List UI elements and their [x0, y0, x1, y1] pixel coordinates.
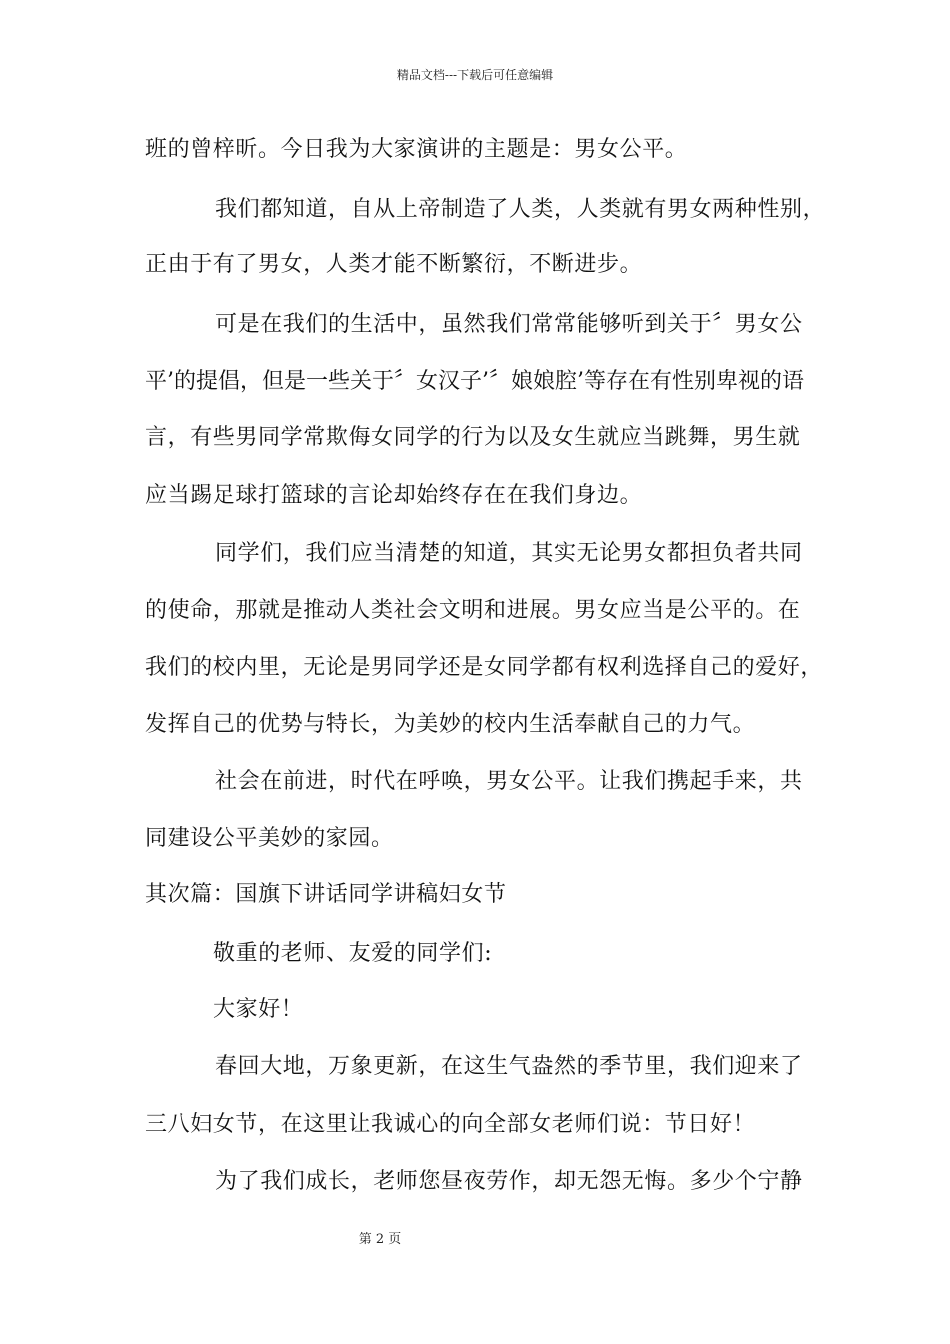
- body-line: 班的曾梓昕。今日我为大家演讲的主题是：男女公平。: [145, 137, 688, 162]
- body-line: 言，有些男同学常欺侮女同学的行为以及女生就应当跳舞，男生就: [145, 425, 801, 450]
- body-line: 为了我们成长，老师您昼夜劳作，却无怨无悔。多少个宁静: [215, 1169, 803, 1194]
- body-line: 社会在前进，时代在呼唤，男女公平。让我们携起手来，共: [215, 769, 803, 794]
- body-line: 敬重的老师、友爱的同学们:: [213, 941, 493, 966]
- body-line: 同建设公平美妙的家园。: [145, 826, 394, 851]
- body-line: 三八妇女节，在这里让我诚心的向全部女老师们说：节日好！: [145, 1112, 756, 1137]
- body-line: 应当踢足球打篮球的言论却始终存在在我们身边。: [145, 483, 643, 508]
- section-heading: 其次篇：国旗下讲话同学讲稿妇女节: [145, 882, 507, 907]
- body-line: 发挥自己的优势与特长，为美妙的校内生活奉献自己的力气。: [145, 712, 756, 737]
- body-line: 可是在我们的生活中，虽然我们常常能够听到关于〞男女公: [215, 312, 803, 337]
- page-number: 第 2 页: [358, 1232, 402, 1247]
- body-line: 正由于有了男女，人类才能不断繁衍，不断进步。: [145, 252, 643, 277]
- body-line: 我们都知道，自从上帝制造了人类，人类就有男女两种性别，: [215, 197, 826, 222]
- body-line: 平’的提倡，但是一些关于〞女汉子’〞娘娘腔’等存在有性别卑视的语: [145, 369, 804, 394]
- body-line: 大家好！: [213, 997, 304, 1022]
- body-line: 我们的校内里，无论是男同学还是女同学都有权利选择自己的爱好，: [145, 655, 824, 680]
- body-line: 同学们，我们应当清楚的知道，其实无论男女都担负者共同: [215, 541, 803, 566]
- body-line: 的使命，那就是推动人类社会文明和进展。男女应当是公平的。在: [145, 598, 801, 623]
- body-line: 春回大地，万象更新，在这生气盎然的季节里，我们迎来了: [215, 1054, 803, 1079]
- page-header: 精品文档---下载后可任意编辑: [396, 68, 554, 82]
